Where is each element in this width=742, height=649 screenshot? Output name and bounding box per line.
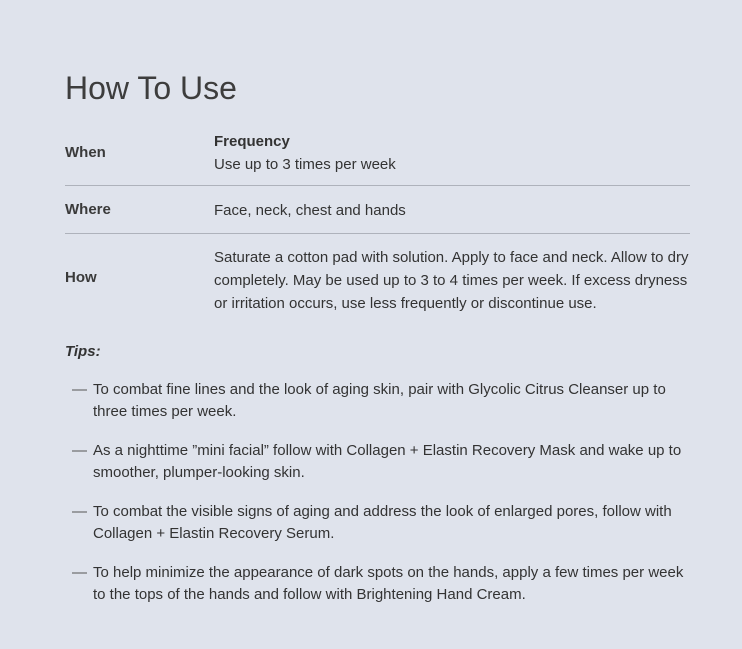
usage-label-where: Where bbox=[65, 201, 111, 218]
dash-bullet: — bbox=[72, 564, 87, 581]
tip-text: To help minimize the appearance of dark spots on the hands, apply a few times per week to the tops of the hands and follow with Brightening Hand Cream. bbox=[93, 564, 684, 603]
frequency-label: Frequency bbox=[214, 133, 290, 150]
usage-value-where: Face, neck, chest and hands bbox=[214, 202, 406, 219]
usage-label-when: When bbox=[65, 144, 106, 161]
frequency-value: Use up to 3 times per week bbox=[214, 156, 396, 173]
usage-row-how bbox=[65, 234, 690, 314]
tip-item bbox=[65, 440, 695, 484]
usage-row-when bbox=[65, 128, 690, 186]
tip-text: To combat fine lines and the look of aging skin, pair with Glycolic Citrus Cleanser up to three times per week. bbox=[93, 381, 666, 420]
usage-label-how: How bbox=[65, 269, 97, 286]
tip-text: To combat the visible signs of aging and address the look of enlarged pores, follow with Collagen + Elastin Recovery Serum. bbox=[93, 503, 672, 542]
tip-item bbox=[65, 501, 695, 545]
section-title: How To Use bbox=[65, 70, 237, 106]
dash-bullet: — bbox=[72, 381, 87, 398]
tip-item bbox=[65, 379, 695, 423]
usage-value-how: Saturate a cotton pad with solution. Apply to face and neck. Allow to dry completely. May be used up to 3 to 4 times per week. If excess dryness or irritation occurs, use less frequently or discontinue use. bbox=[214, 249, 689, 312]
usage-table bbox=[65, 128, 690, 314]
tip-item bbox=[65, 562, 695, 606]
tip-text: As a nighttime ”mini facial” follow with Collagen + Elastin Recovery Mask and wake up to smoother, plumper-looking skin. bbox=[93, 442, 682, 481]
tips-heading: Tips: bbox=[65, 343, 101, 360]
usage-value-when bbox=[214, 128, 690, 176]
usage-row-where bbox=[65, 186, 690, 234]
dash-bullet: — bbox=[72, 442, 87, 459]
tips-list bbox=[65, 379, 695, 623]
dash-bullet: — bbox=[72, 503, 87, 520]
